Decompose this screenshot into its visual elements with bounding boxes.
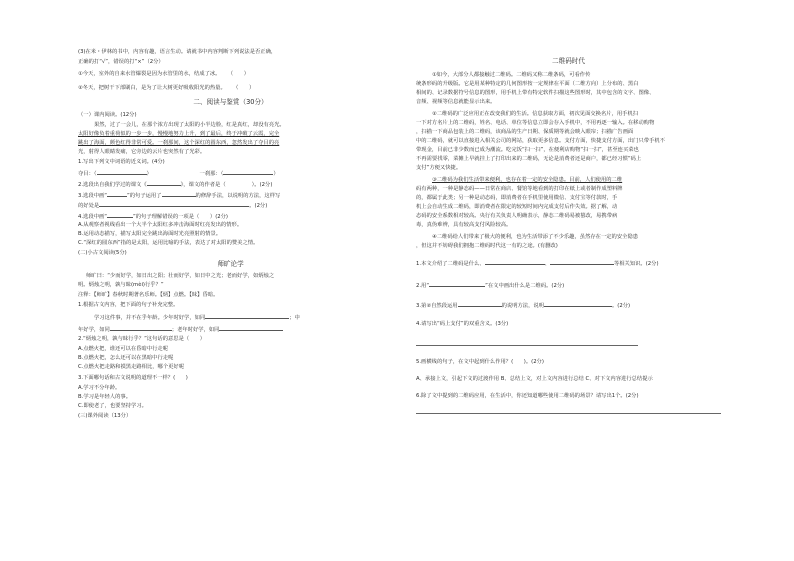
question-3-line-2: 的好处是 。(2分) (78, 200, 267, 211)
para-3-line-3: 的，都属于此类；另一种是动态码，即消费者在手机里使用微信、支付宝等付款时，手 (416, 195, 618, 201)
para-4-line-2: ，但这并不妨碍我们拥抱二维码时代这一有的之途。(有删改) (416, 243, 558, 249)
para-3-line-5: 态码的安全系数相对较高。央行有关负责人明确表示，静态二维码易被篡改，易携带病 (416, 213, 618, 219)
classic-question-1: 1.根据古文内容，把下面的句子补充完整。 (78, 302, 179, 308)
classic-q3-option-b: B.学习是年轻人的事。 (78, 394, 131, 400)
question-1: 1.写出下列文中词语的近义词。(4分) (78, 159, 165, 165)
para-2-line-2: 一下对方名片上的二维码，姓名、电话、单位等信息立即会存入手机中，不用再逐一输入。在移动购物 (416, 120, 655, 126)
classic-title: 师旷论学 (217, 260, 244, 268)
classic-line-1: 师旷曰：“少而好学，如日出之阳；壮而好学，如日中之光；老而好学，如炳烛之 (86, 273, 275, 279)
para-1-line-2: 统条形码的升级版。它是用某种特定的几何图形按一定规律在平面（二维方向）上分布的、黑白 (416, 81, 639, 87)
para-2-line-1: ②二维码的广泛应用正在改变我们的生活。信息获取方面，初次见面交换名片，用手机扫 (432, 111, 639, 117)
sub1-title: （一）课内阅读。(12分) (78, 112, 137, 118)
article-question-2: 2.用“ ”在文中画出什么是二维码。(2分) (416, 280, 564, 291)
para-1-line-1: ①如今，大部分人都接触过二维码。二维码又称二维条码，可看作传 (432, 72, 591, 78)
passage-line-2: 太阳好像负着重荷似的一步一步，慢慢地努力上升，到了最后，终于冲破了云霞，完全 (78, 131, 280, 137)
answer-blank[interactable] (97, 168, 147, 175)
answer-line[interactable] (416, 413, 721, 414)
para-2-line-6: 不再需要找零，菜摊上早就挂上了打印出来的二维码，无论是消费者还是商户，都已经习惯“码上 (416, 156, 642, 162)
question-4: 4.选段中画“ ”的句子理解错误的一项是（ ）(2分) (78, 211, 228, 222)
article-question-5: 5.画横线的句子，在文中起到什么作用？( )。(2分) (416, 359, 544, 365)
para-1-line-3: 相间的、记录数据符号信息的图形，用手机上带有特定软件扫描这些图形时，其中包含的文字、图像、 (416, 90, 655, 96)
question-4-option-b: B.运用动态描写，描写太阳完全跳出海面时光亮照射的情景。 (78, 231, 222, 237)
sub2-title: (二)小古文阅读(5分) (78, 250, 127, 256)
q3-intro: (3)在米・伊林的书中，内容有趣，语言生动。请就书中内容判断下列说法是否正确， (78, 49, 277, 55)
classic-q3-option-c: C.即使老了，也要坚持学习。 (78, 403, 147, 409)
para-2-line-4: 中的二维码，就可以直接进入相关公司的网站，获取更多信息。支付方面，快捷支付方面，出门只带手机不 (416, 138, 665, 144)
para-3-line-6: 毒，真伪难辨，具有较高支付风险较高。 (416, 222, 512, 228)
article-question-5-options: A、承接上文，引起下文的过渡作用 B、总结上文，对上文内容进行总结 C、对下文内容进行总结提示 (416, 376, 653, 382)
classic-q1-line-b: 年好学，如同 ；老年时好学，如同 (78, 324, 283, 335)
question-2: 2.选段出自我们学过的课文《 》，课文的作者是（ ）。(2分) (78, 179, 272, 190)
para-3-line-4: 机上会自动生成二维码，即消费者在限定的较短时间内完成支付后作失效。据了解，动 (416, 204, 618, 210)
q3-item-2: ②冬天，把树干下部刷白，是为了让大树更好吸收阳光的热量。 （ ） (78, 85, 255, 91)
classic-q3-option-a: A.学习不分年龄。 (78, 385, 121, 391)
article-question-1: 1.本文介绍了二维码是什么、 、 等相关知识。(2分) (416, 258, 659, 269)
answer-blank[interactable] (162, 190, 196, 197)
classic-q1-line-a: 学习这件事，并不在乎年龄。少年时好学，如同 ；中 (94, 312, 300, 323)
answer-blank[interactable] (550, 258, 614, 265)
passage-line-4: 光，射得人眼睛发痛，它旁边的云片也突然有了光彩。 (78, 149, 206, 155)
para-4-line-1: ④二维码给人们带来了极大的便利，也为生活带添了不少乐趣，虽然存在一定的安全隐患 (432, 234, 639, 240)
article-question-3: 3.第②自然段运用 的说明方法，说明 。(2分) (416, 300, 630, 311)
section-2-title: 二、阅读与鉴赏（30分） (193, 98, 268, 106)
article-title: 二维码时代 (552, 57, 585, 65)
para-1-line-4: 音频、视频等信息就能显示出来。 (416, 99, 496, 105)
question-1-answers: 夺目：（ ） 一刹那：（ ） (78, 168, 279, 179)
answer-blank[interactable] (99, 200, 249, 207)
classic-q2-option-c: C.点燃火把走路和摸黑走路相比，哪个更好呢 (78, 364, 185, 370)
classic-notes: 注释：【师旷】春秋时期著名乐师。【炳】点燃。【昧】昏暗。 (78, 292, 219, 298)
sub3-title: (三)课外阅读（13分） (78, 413, 132, 419)
classic-q2-option-a: A.点燃火把，谁还可以在昏暗中行走呢 (78, 346, 168, 352)
answer-blank[interactable] (544, 300, 612, 307)
answer-blank[interactable] (107, 190, 127, 197)
para-3-line-1: ③二维码为我们生活带来便利，也存在着一定的安全隐患。目前，人们使用的二维 (432, 177, 623, 183)
para-2-line-7: 支付”方便又快捷。 (416, 165, 462, 171)
answer-blank[interactable] (429, 280, 485, 287)
para-2-line-3: ，扫描一下商品包装上的二维码，该商品的生产日期、保质期等就会映入眼帘；扫描广告画面 (416, 129, 634, 135)
answer-blank[interactable] (147, 179, 181, 186)
answer-blank[interactable] (223, 168, 273, 175)
article-question-6: 6.除了文中提到的二维码应用，在生活中，你还知道哪些使用二维码的场景？请写出1个。(2分) (416, 393, 639, 399)
passage-line-3: 跳出了海面，颜色红得非常可爱。一刹那间，这个深红的圆东西，忽然发出了夺目的亮 (78, 140, 280, 146)
article-question-4: 4.请写出“码上支付”的双重含义。(3分) (416, 321, 509, 327)
para-2-line-5: 带现金，目前已非少数而已成为潮流。吃完饭“扫一扫”，在便利店购物“扫一扫”，甚至连买菜也 (416, 147, 639, 153)
classic-line-2: 明。炳烛之明，孰与昧(mèi)行乎？” (78, 282, 164, 288)
answer-blank[interactable] (485, 258, 545, 265)
question-4-option-c: C.“深红的圆东西”指的是太阳，运用比喻的手法，表达了对太阳的赞美之情。 (78, 240, 259, 246)
answer-blank[interactable] (458, 300, 502, 307)
q3-item-1: ①今天，室外的自来水管爆裂是因为水管里的水，结成了冰。 （ ） (78, 71, 250, 77)
classic-question-2: 2.“炳烛之明，孰与昧行乎？”这句话的意思是（ ） (78, 336, 206, 342)
classic-question-3: 3.下面哪句话和古文说明的道理不一样？( ) (78, 375, 188, 381)
q3-intro-2: 正确的打“√”，错误的打“×”（2分） (78, 59, 164, 65)
answer-blank[interactable] (219, 324, 283, 331)
passage-line-1: 果然，过了一会儿，在那个浓方出现了太阳的小半边脸，红是真红，却没有亮光。 (94, 122, 285, 128)
para-3-line-2: 码有两种，一种是静态码——日常在商店、餐馆等地看到的打印在纸上或者制作成塑料牌 (416, 186, 623, 192)
answer-blank[interactable] (110, 324, 172, 331)
question-4-option-a: A.从观察者视线看出一个大半个太阳红多冲击海面时红亮发出的情形。 (78, 222, 243, 228)
answer-line[interactable] (416, 345, 638, 346)
classic-q2-option-b: B.点燃火把，怎么还可以在黑暗中行走呢 (78, 355, 174, 361)
answer-blank[interactable] (205, 312, 289, 319)
question-3: 3.选段中画“ ”的句子运用了 的修辞手法，以说明的方法，这样写 (78, 190, 280, 201)
